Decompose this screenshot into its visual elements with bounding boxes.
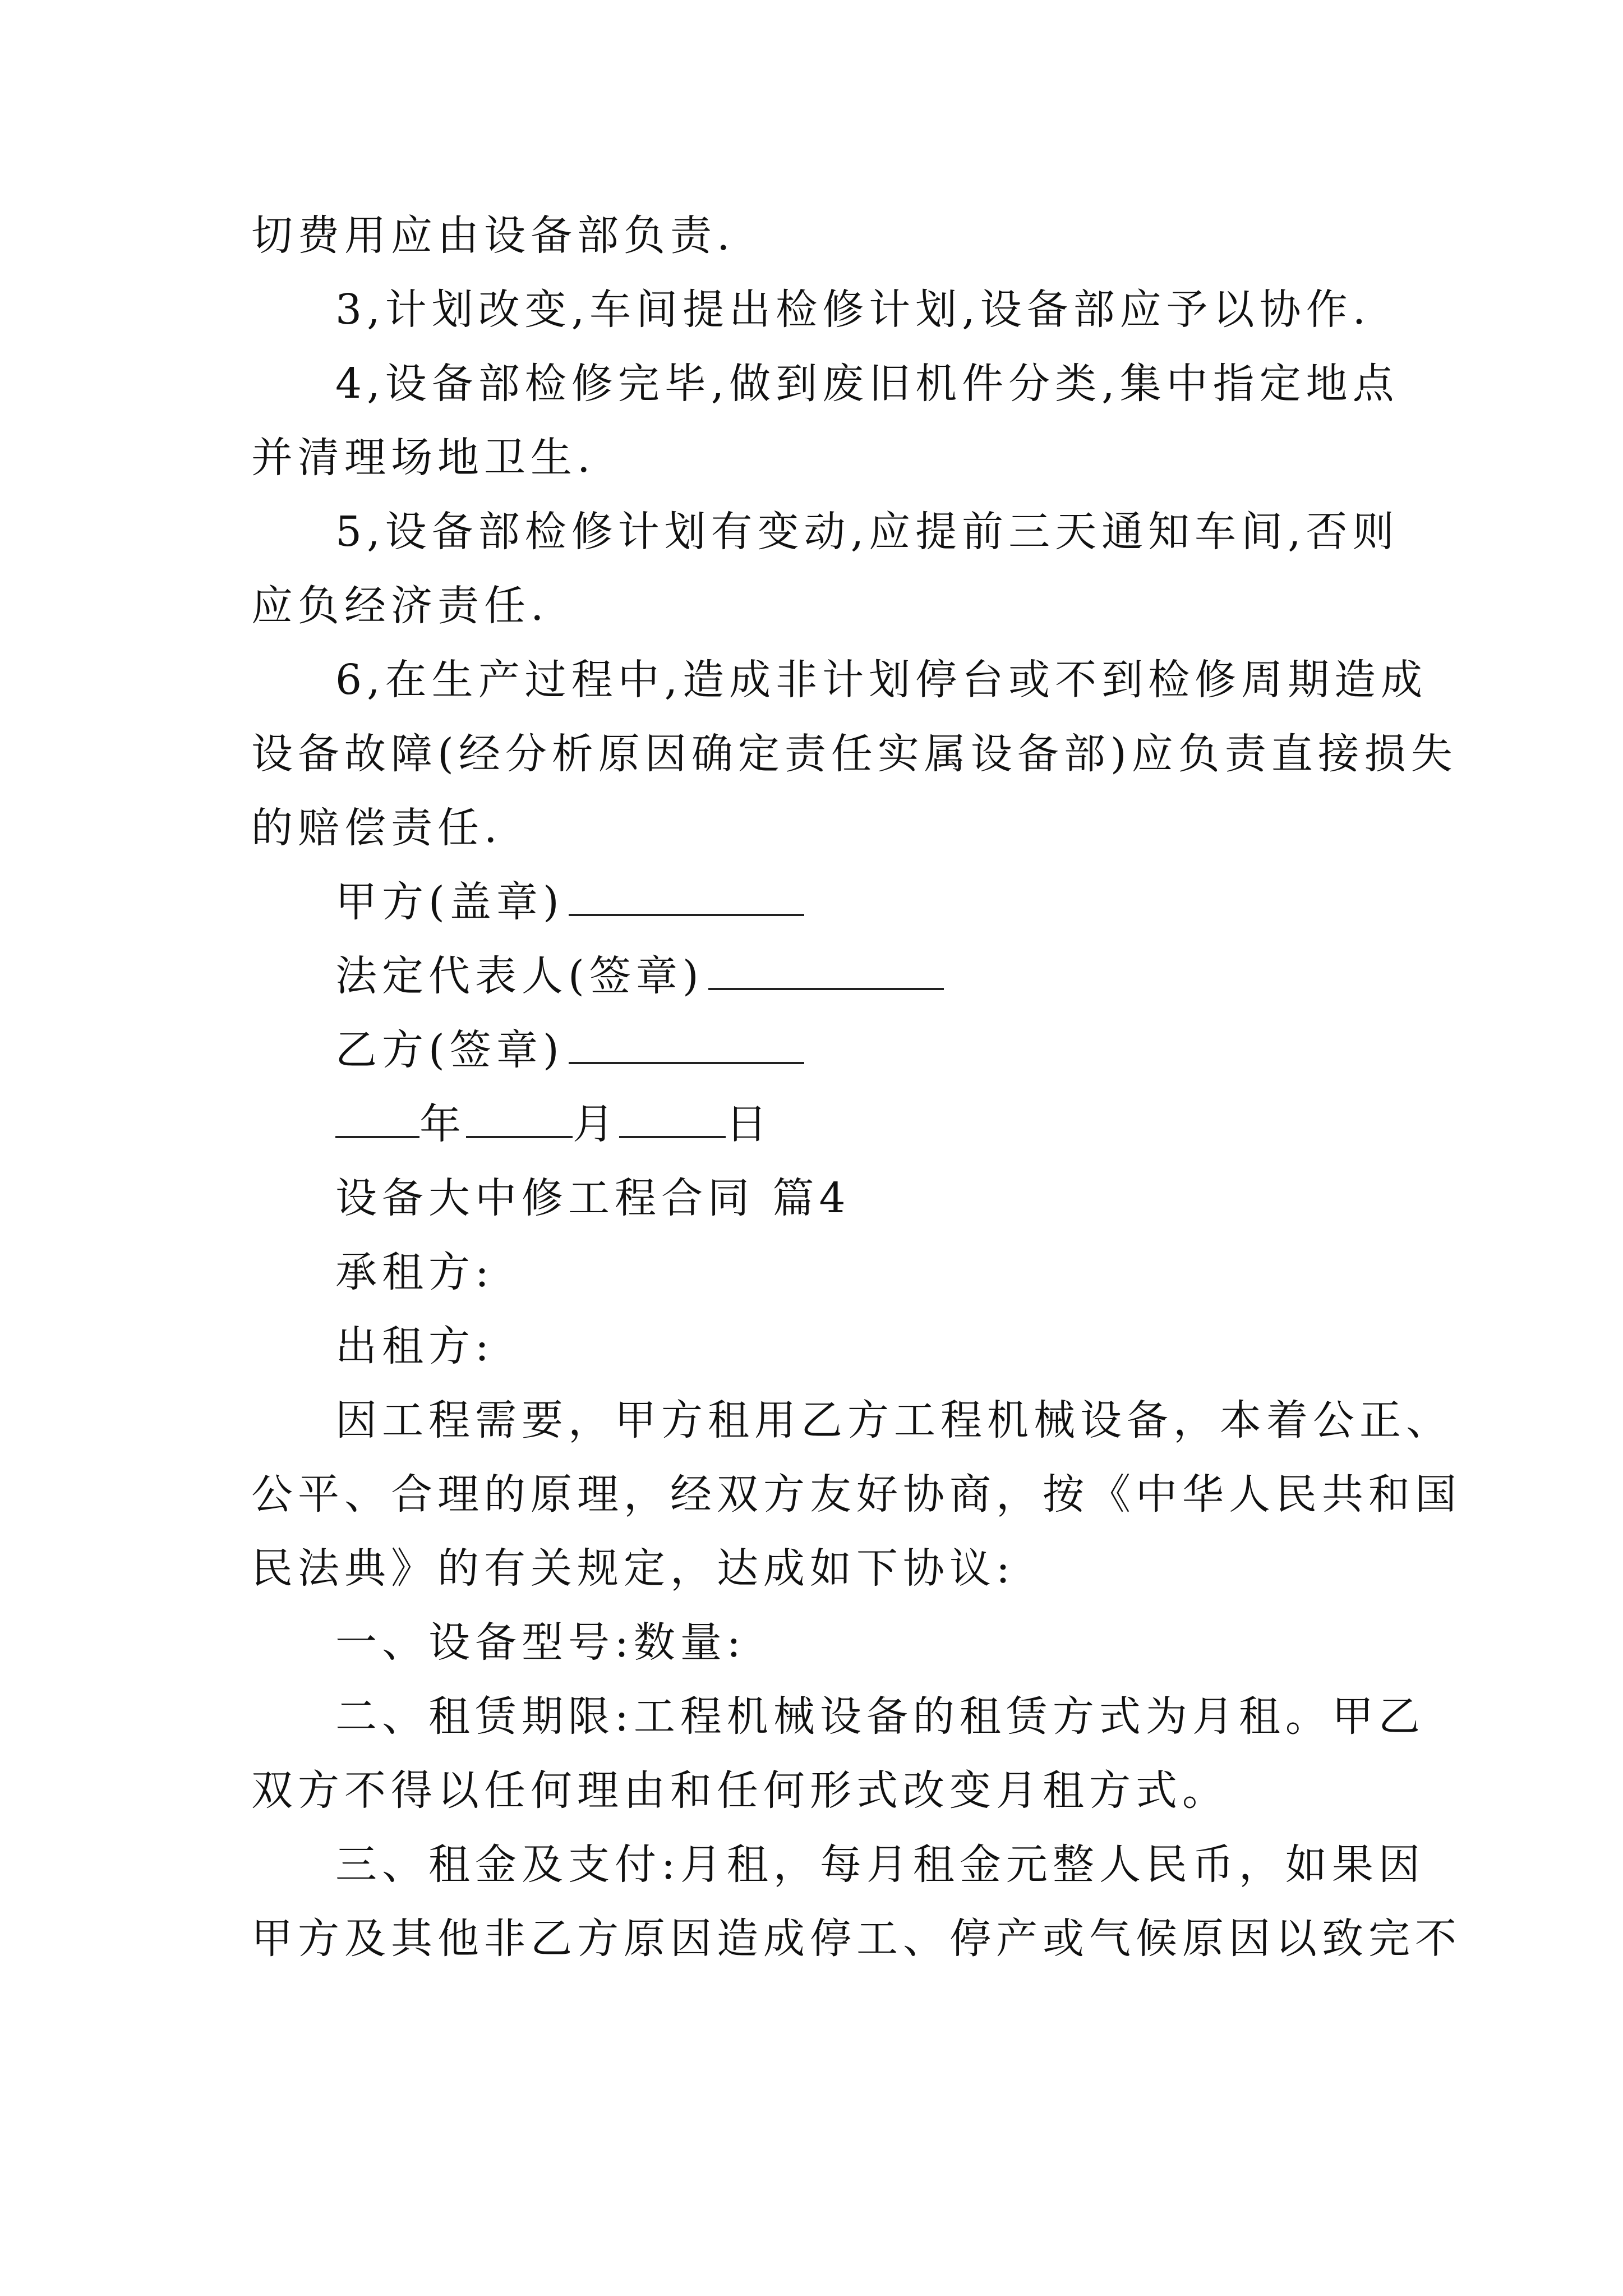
- clause-6: 6,在生产过程中,造成非计划停台或不到检修周期造成: [335, 656, 1428, 704]
- text-line: 民法典》的有关规定，达成如下协议:: [251, 1544, 1015, 1593]
- paragraph-intro: 因工程需要，甲方租用乙方工程机械设备，本着公正、: [335, 1396, 1453, 1444]
- day-blank: [619, 1099, 726, 1138]
- text-line: 甲方及其他非乙方原因造成停工、停产或气候原因以致完不: [251, 1915, 1461, 1963]
- clause-3: 3,计划改变,车间提出检修计划,设备部应予以协作.: [335, 286, 1371, 334]
- signature-blank: [708, 951, 944, 990]
- article-2: 二、租赁期限:工程机械设备的租赁方式为月租。甲乙: [335, 1692, 1425, 1741]
- legal-rep-label: 法定代表人(签章): [335, 952, 704, 1000]
- party-a-label: 甲方(盖章): [335, 878, 564, 926]
- party-a-signature: [335, 874, 804, 930]
- text-line: 并清理场地卫生.: [251, 434, 596, 482]
- text-line: 公平、合理的原理，经双方友好协商，按《中华人民共和国: [251, 1470, 1461, 1519]
- text-line: 切费用应由设备部负责.: [251, 211, 735, 260]
- text-line: 设备故障(经分析原因确定责任实属设备部)应负责直接损失: [251, 730, 1458, 778]
- section-title: 设备大中修工程合同 篇4: [335, 1174, 851, 1222]
- party-b-signature: [335, 1022, 804, 1078]
- signature-blank: [569, 877, 804, 916]
- text-line: 的赔偿责任.: [251, 804, 502, 852]
- year-blank: [335, 1099, 419, 1138]
- legal-rep-signature: [335, 948, 944, 1004]
- text-line: 应负经济责任.: [251, 582, 549, 630]
- clause-5: 5,设备部检修计划有变动,应提前三天通知车间,否则: [335, 508, 1399, 556]
- article-3: 三、租金及支付:月租，每月租金元整人民币，如果因: [335, 1841, 1425, 1889]
- lessor-label: 出租方:: [335, 1322, 494, 1370]
- signature-blank: [569, 1025, 804, 1064]
- day-label: 日: [726, 1100, 772, 1148]
- article-1: 一、设备型号:数量:: [335, 1618, 746, 1667]
- year-label: 年: [419, 1100, 466, 1148]
- month-label: 月: [573, 1100, 619, 1148]
- text-line: 双方不得以任何理由和任何形式改变月租方式。: [251, 1766, 1229, 1815]
- month-blank: [466, 1099, 573, 1138]
- date-line: [335, 1096, 772, 1152]
- clause-4: 4,设备部检修完毕,做到废旧机件分类,集中指定地点: [335, 360, 1399, 408]
- lessee-label: 承租方:: [335, 1248, 494, 1296]
- party-b-label: 乙方(签章): [335, 1026, 564, 1074]
